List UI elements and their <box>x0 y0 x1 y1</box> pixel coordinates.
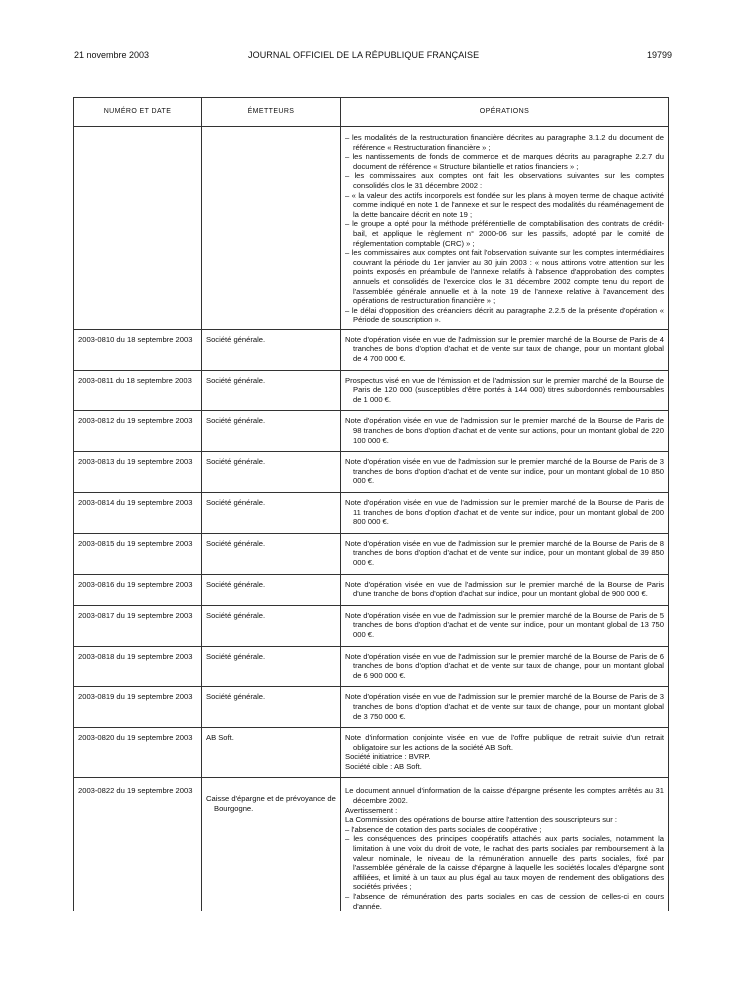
list-item: – l'absence de cotation des parts sociales de coopérative ; <box>345 824 542 834</box>
operations-cell <box>341 574 669 605</box>
operation-text: Note d'opération visée en vue de l'admission sur le premier marché de la Bourse de Paris de 4 tranches de bons d'option d'achat et de vente sur taux de change, pour un montant global de 4 700 000 €. <box>345 334 664 364</box>
list-item: – « la valeur des actifs incorporels est fondée sur les plans à moyen terme de chaque activité comme indiqué en note 1 de l'annexe et sur le respect des modalités du réaménagement de la dette bancaire décrit en note 19 ; <box>345 190 664 219</box>
issuer-cell: Société générale. <box>202 533 341 574</box>
list-item: – le groupe a opté pour la méthode préférentielle de comptabilisation des contrats de crédit-bail, et applique le règlement n° 2000-06 sur les passifs, adopté par le comité de réglementation comptable (CRC) » ; <box>345 219 664 248</box>
number-cell: 2003-0819 du 19 septembre 2003 <box>74 687 202 728</box>
target-text: Société cible : AB Soft. <box>345 761 422 771</box>
operation-text: Note d'opération visée en vue de l'admission sur le premier marché de la Bourse de Paris de 5 tranches de bons d'option d'achat et de vente sur indice, pour un montant global de 13 750 000 €. <box>345 610 664 639</box>
number-cell: 2003-0811 du 18 septembre 2003 <box>74 370 202 411</box>
issuer-cell: Société générale. <box>202 452 341 493</box>
operation-text: Note d'opération visée en vue de l'admission sur le premier marché de la Bourse de Paris de 3 tranches de bons d'option d'achat et de vente sur taux de change, pour un montant global de 3 750 000 €. <box>345 692 664 721</box>
warning-title: Avertissement : <box>345 805 398 815</box>
table-row <box>74 533 669 574</box>
number-cell: 2003-0822 du 19 septembre 2003 <box>74 778 202 911</box>
number-cell: 2003-0816 du 19 septembre 2003 <box>74 574 202 605</box>
operation-text: Note d'opération visée en vue de l'admission sur le premier marché de la Bourse de Paris de 6 tranches de bons d'option d'achat et de vente sur taux de change, pour un montant global de 6 900 000 €. <box>345 651 664 680</box>
operations-cell <box>341 533 669 574</box>
list-item: – les nantissements de fonds de commerce et de marques décrits au paragraphe 2.2.7 du document de référence « Structure bilantielle et ratios financiers » ; <box>345 152 664 171</box>
list-item: – le délai d'opposition des créanciers décrit au paragraphe 2.2.5 de la présente d'opération « Période de souscription ». <box>345 305 664 325</box>
list-item: – les commissaires aux comptes ont fait l'observation suivante sur les comptes intermédiaires couvrant la période du 1er janvier au 30 juin 2003 : « nous attirons votre attention sur les points exposés en préambule de l'annexe relatifs à l'absence d'approbation des comptes annuels et consolidés de l'exercice clos le 31 décembre 2002 compte tenu du report de l'assemblée générale annuelle et à la note 19 de l'annexe relative à l'avancement des opérations de restructuration financière » ; <box>345 248 664 306</box>
number-cell: 2003-0815 du 19 septembre 2003 <box>74 533 202 574</box>
number-cell: 2003-0813 du 19 septembre 2003 <box>74 452 202 493</box>
operation-text: Note d'information conjointe visée en vue de l'offre publique de retrait suivie d'un retrait obligatoire sur les actions de la société AB Soft. <box>345 733 664 752</box>
issuer-cell: Société générale. <box>202 574 341 605</box>
number-cell: 2003-0810 du 18 septembre 2003 <box>74 329 202 370</box>
issuer-cell: Société générale. <box>202 493 341 534</box>
table-row-continuation <box>74 127 669 330</box>
operation-text: Note d'opération visée en vue de l'admission sur le premier marché de la Bourse de Paris de 8 tranches de bons d'option d'achat et de vente sur indice, pour un montant global de 39 850 000 €. <box>345 538 664 567</box>
operation-text: Le document annuel d'information de la caisse d'épargne présente les comptes arrêtés au 31 décembre 2002. <box>345 786 664 806</box>
operations-cell <box>341 728 669 778</box>
operations-cell <box>341 687 669 728</box>
operations-cell <box>341 493 669 534</box>
operation-text: Note d'opération visée en vue de l'admission sur le premier marché de la Bourse de Paris de 98 tranches de bons d'option d'achat et de vente sur actions, pour un montant global de 220 100 000 €. <box>345 416 664 445</box>
operation-text: Note d'opération visée en vue de l'admission sur le premier marché de la Bourse de Paris d'une tranche de bons d'option d'achat sur indice, pour un montant global de 900 000 €. <box>345 579 664 599</box>
column-header-number: NUMÉRO ET DATE <box>74 98 202 127</box>
issuer-cell: Société générale. <box>202 411 341 452</box>
table-row <box>74 329 669 370</box>
table-row <box>74 687 669 728</box>
operations-cell <box>341 605 669 646</box>
table-row <box>74 605 669 646</box>
table-row <box>74 646 669 687</box>
operation-text: Note d'opération visée en vue de l'admission sur le premier marché de la Bourse de Paris de 3 tranches de bons d'option d'achat et de vente sur indice, pour un montant global de 10 850 000 €. <box>345 457 664 486</box>
table-row <box>74 728 669 778</box>
list-item: – l'absence de rémunération des parts sociales en cas de cession de celles-ci en cours d'année. <box>345 892 664 911</box>
issuer-cell <box>202 127 341 330</box>
page-number: 19799 <box>647 50 673 60</box>
table-header-row <box>74 98 669 127</box>
issuer-cell <box>202 778 341 911</box>
number-cell: 2003-0814 du 19 septembre 2003 <box>74 493 202 534</box>
issuer-cell: Société générale. <box>202 687 341 728</box>
table-row <box>74 778 669 911</box>
number-cell <box>74 127 202 330</box>
operation-text: Prospectus visé en vue de l'émission et de l'admission sur le premier marché de la Bourse de Paris de 120 000 (susceptibles d'être portés à 144 000) titres subordonnés remboursables de 1 000 €. <box>345 375 664 404</box>
operations-cell <box>341 778 669 911</box>
number-cell: 2003-0812 du 19 septembre 2003 <box>74 411 202 452</box>
list-item: – les commissaires aux comptes ont fait les observations suivantes sur les comptes consolidés clos le 31 décembre 2002 : <box>345 171 664 190</box>
table-row <box>74 493 669 534</box>
issuer-cell: AB Soft. <box>202 728 341 778</box>
table-row <box>74 411 669 452</box>
operations-cell <box>341 411 669 452</box>
table-row <box>74 574 669 605</box>
list-item: – les modalités de la restructuration financière décrites au paragraphe 3.1.2 du document de référence « Restructuration financière » ; <box>345 133 664 152</box>
operations-cell <box>341 127 669 330</box>
issuer-cell: Société générale. <box>202 329 341 370</box>
operations-cell <box>341 452 669 493</box>
issuer-cell: Société générale. <box>202 646 341 687</box>
number-cell: 2003-0820 du 19 septembre 2003 <box>74 728 202 778</box>
table-row <box>74 452 669 493</box>
issuer-cell: Société générale. <box>202 605 341 646</box>
table-row <box>74 370 669 411</box>
operations-table <box>73 97 669 911</box>
issuer-cell: Société générale. <box>202 370 341 411</box>
number-cell: 2003-0817 du 19 septembre 2003 <box>74 605 202 646</box>
operations-cell <box>341 329 669 370</box>
initiator-text: Société initiatrice : BVRP. <box>345 752 431 762</box>
number-cell: 2003-0818 du 19 septembre 2003 <box>74 646 202 687</box>
journal-title: JOURNAL OFFICIEL DE LA RÉPUBLIQUE FRANÇAISE <box>248 50 480 60</box>
warning-intro: La Commission des opérations de bourse attire l'attention des souscripteurs sur : <box>345 815 618 825</box>
operations-cell <box>341 370 669 411</box>
column-header-issuers: ÉMETTEURS <box>202 98 341 127</box>
page-date: 21 novembre 2003 <box>74 50 150 60</box>
list-item: – les conséquences des principes coopératifs attachés aux parts sociales, notamment la limitation à une voix du droit de vote, le rachat des parts sociales par remboursement à la valeur nominale, le niveau de la rémunération annuelle des parts sociales, fixé par l'assemblée générale de la caisse d'épargne à laquelle les sociétés locales d'épargne sont affiliées, et limité à un taux au plus égal au taux moyen de rendement des obligations des sociétés privées ; <box>345 834 664 892</box>
issuer-text: Caisse d'épargne et de prévoyance de Bourgogne. <box>206 794 336 813</box>
operations-cell <box>341 646 669 687</box>
operation-text: Note d'opération visée en vue de l'admission sur le premier marché de la Bourse de Paris de 11 tranches de bons d'option d'achat et de vente sur indice, pour un montant global de 200 800 000 €. <box>345 498 664 527</box>
column-header-operations: OPÉRATIONS <box>341 98 669 127</box>
